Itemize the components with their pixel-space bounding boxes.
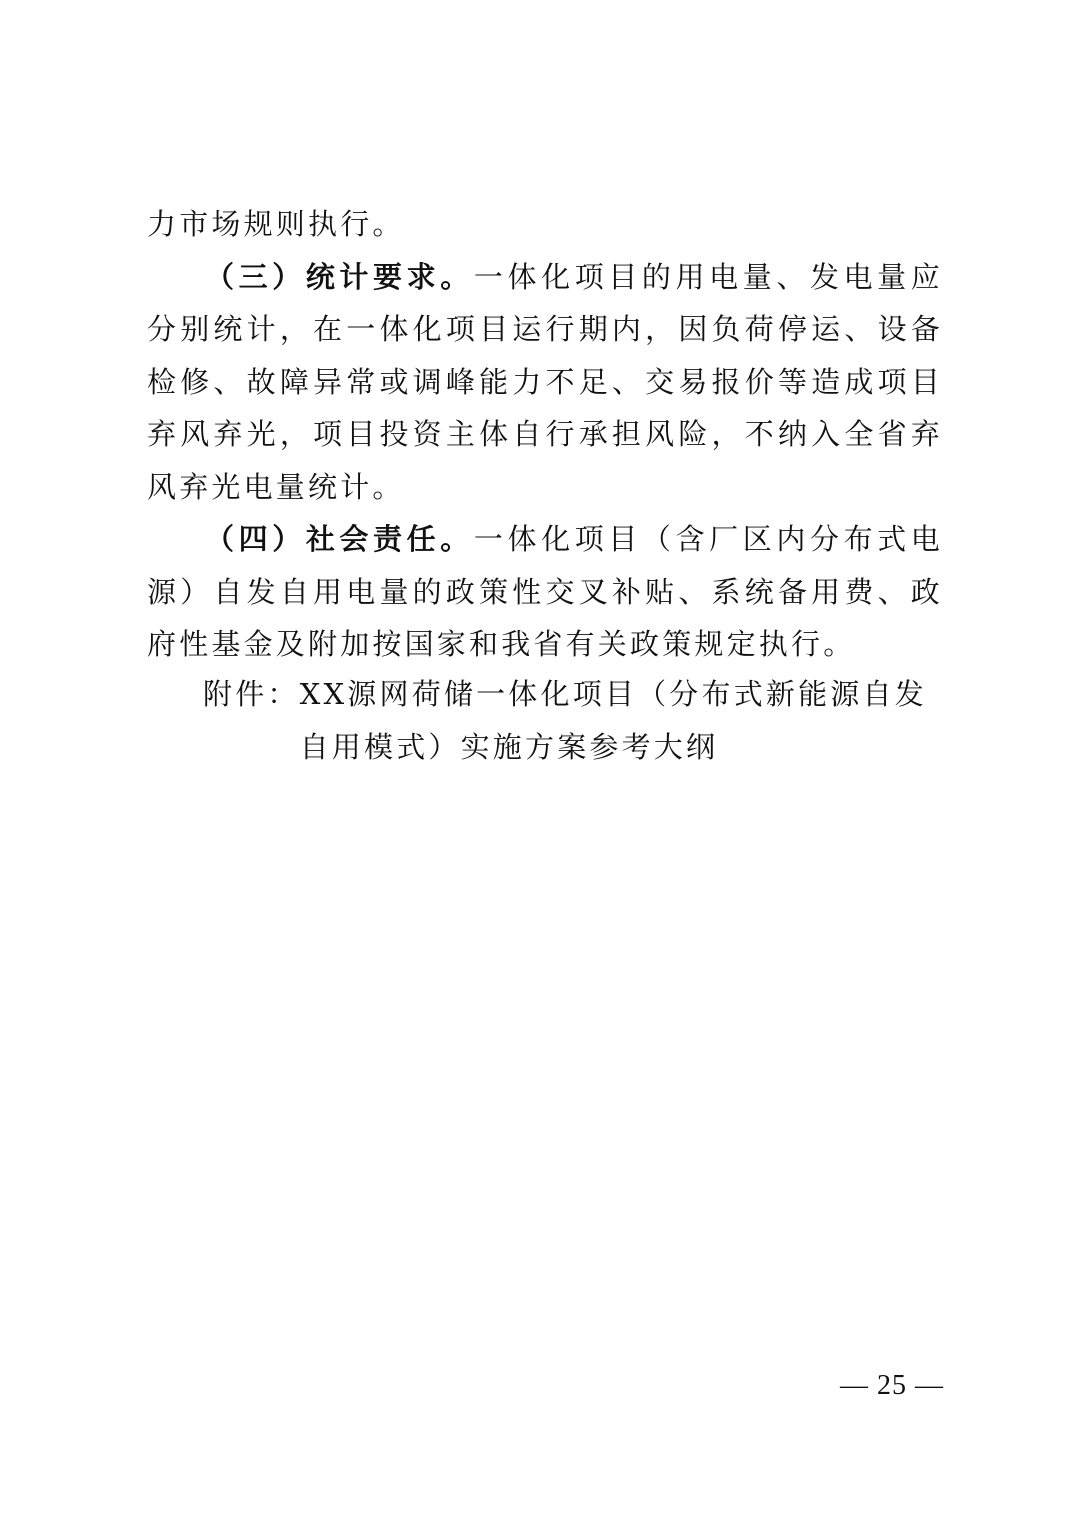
attachment-note [203, 668, 943, 773]
section-3-paragraph [147, 251, 943, 514]
section-4-paragraph [147, 513, 943, 671]
attachment-title: XX源网荷储一体化项目（分布式新能源自发自用模式）实施方案参考大纲 [299, 677, 927, 764]
document-body [147, 198, 943, 671]
section-4-heading: （四）社会责任。 [205, 522, 474, 556]
continuation-text: 力市场规则执行。 [147, 207, 405, 241]
section-3-heading: （三）统计要求。 [205, 259, 474, 294]
continuation-paragraph [147, 198, 943, 251]
page-number: — 25 — [840, 1370, 944, 1401]
attachment-label: 附件： [203, 677, 300, 711]
section-3-text: 一体化项目的用电量、发电量应分别统计，在一体化项目运行期内，因负荷停运、设备检修、故障异常或调峰能力不足、交易报价等造成项目弃风弃光，项目投资主体自行承担风险，不纳入全省弃风弃光电量统计。 [147, 259, 943, 504]
section-4-text: 一体化项目（含厂区内分布式电源）自发自用电量的政策性交叉补贴、系统备用费、政府性基金及附加按国家和我省有关政策规定执行。 [147, 522, 943, 661]
